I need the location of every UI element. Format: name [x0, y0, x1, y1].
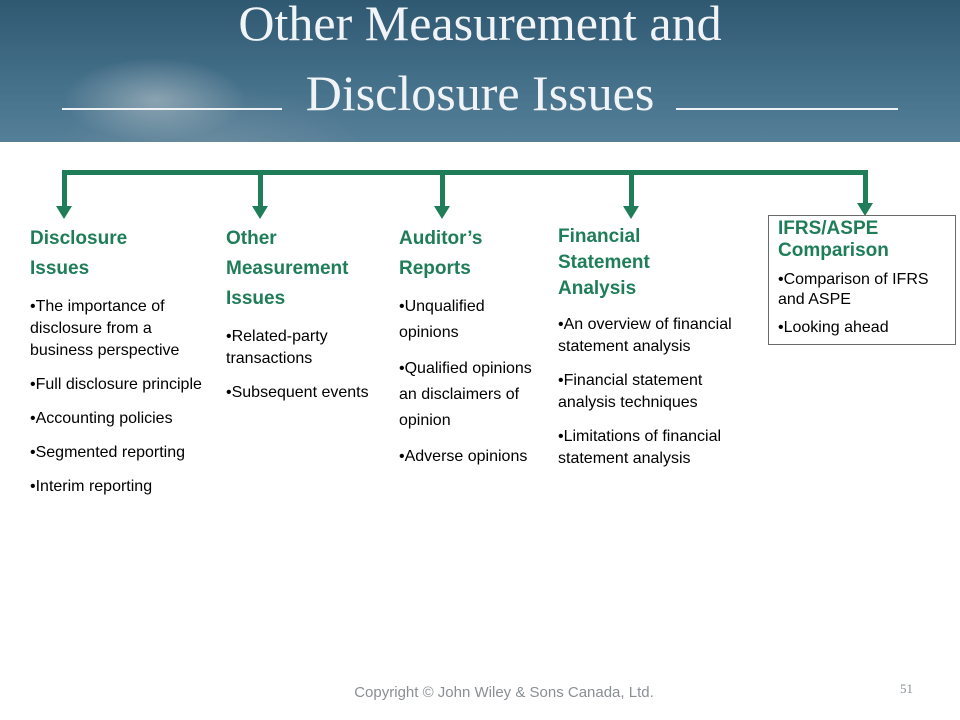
heading-line: Issues — [30, 258, 90, 279]
heading-line: Comparison — [778, 240, 889, 261]
list-item: •Unqualified opinions — [399, 298, 485, 341]
heading-line: Other — [226, 228, 277, 249]
topic-ifrs-aspe-comparison — [768, 215, 956, 345]
list-item: •An overview of financial statement analysis — [558, 316, 732, 355]
arrow-down-icon — [434, 206, 450, 219]
slide-title-line-2: Disclosure Issues — [305, 65, 655, 121]
arrow-down-icon — [252, 206, 268, 219]
topic-list — [399, 294, 545, 470]
connector-stem-2 — [258, 170, 263, 208]
heading-line: Financial — [558, 226, 641, 247]
copyright-footer: Copyright © John Wiley & Sons Canada, Ltd. — [354, 684, 654, 701]
list-item: •Adverse opinions — [399, 448, 528, 465]
topic-disclosure-issues — [30, 224, 208, 498]
list-item: •Full disclosure principle — [30, 376, 202, 393]
connector-stem-4 — [629, 170, 634, 208]
list-item: •Accounting policies — [30, 410, 173, 427]
topic-financial-statement-analysis — [558, 224, 744, 470]
topic-heading — [558, 224, 744, 302]
topic-heading — [399, 224, 545, 284]
topic-auditors-reports — [399, 224, 545, 470]
topic-list — [778, 270, 955, 338]
topic-heading — [226, 224, 386, 314]
arrow-down-icon — [56, 206, 72, 219]
topic-other-measurement-issues — [226, 224, 386, 404]
topic-list — [558, 314, 744, 470]
heading-line: Analysis — [558, 278, 637, 299]
list-item: •Segmented reporting — [30, 444, 186, 461]
connector-stem-5 — [863, 170, 868, 206]
page-number: 51 — [900, 681, 913, 696]
list-item: •Limitations of financial statement analysis — [558, 428, 722, 467]
topic-heading — [778, 218, 955, 262]
topic-list — [226, 326, 386, 404]
arrow-down-icon — [623, 206, 639, 219]
list-item: •Looking ahead — [778, 319, 889, 336]
heading-line: Reports — [399, 258, 471, 279]
list-item: •Financial statement analysis techniques — [558, 372, 703, 411]
list-item: •Interim reporting — [30, 478, 153, 495]
title-underline-left — [62, 108, 282, 110]
list-item: •Related-party transactions — [226, 328, 328, 367]
title-underline-right — [676, 108, 898, 110]
heading-line: Measurement — [226, 258, 349, 279]
heading-line: IFRS/ASPE — [778, 218, 879, 239]
connector-bar — [62, 170, 868, 175]
topic-list — [30, 296, 208, 498]
heading-line: Disclosure — [30, 228, 128, 249]
list-item: •Subsequent events — [226, 384, 369, 401]
title-banner — [0, 0, 960, 142]
list-item: •Comparison of IFRS and ASPE — [778, 271, 929, 308]
heading-line: Auditor’s — [399, 228, 483, 249]
topic-heading — [30, 224, 208, 284]
connector-stem-3 — [440, 170, 445, 208]
connector-stem-1 — [62, 170, 67, 208]
heading-line: Statement — [558, 252, 650, 273]
slide-title-line-1: Other Measurement and — [238, 0, 722, 51]
heading-line: Issues — [226, 288, 286, 309]
list-item: •Qualified opinions an disclaimers of opinion — [399, 360, 532, 429]
list-item: •The importance of disclosure from a business perspective — [30, 298, 180, 359]
